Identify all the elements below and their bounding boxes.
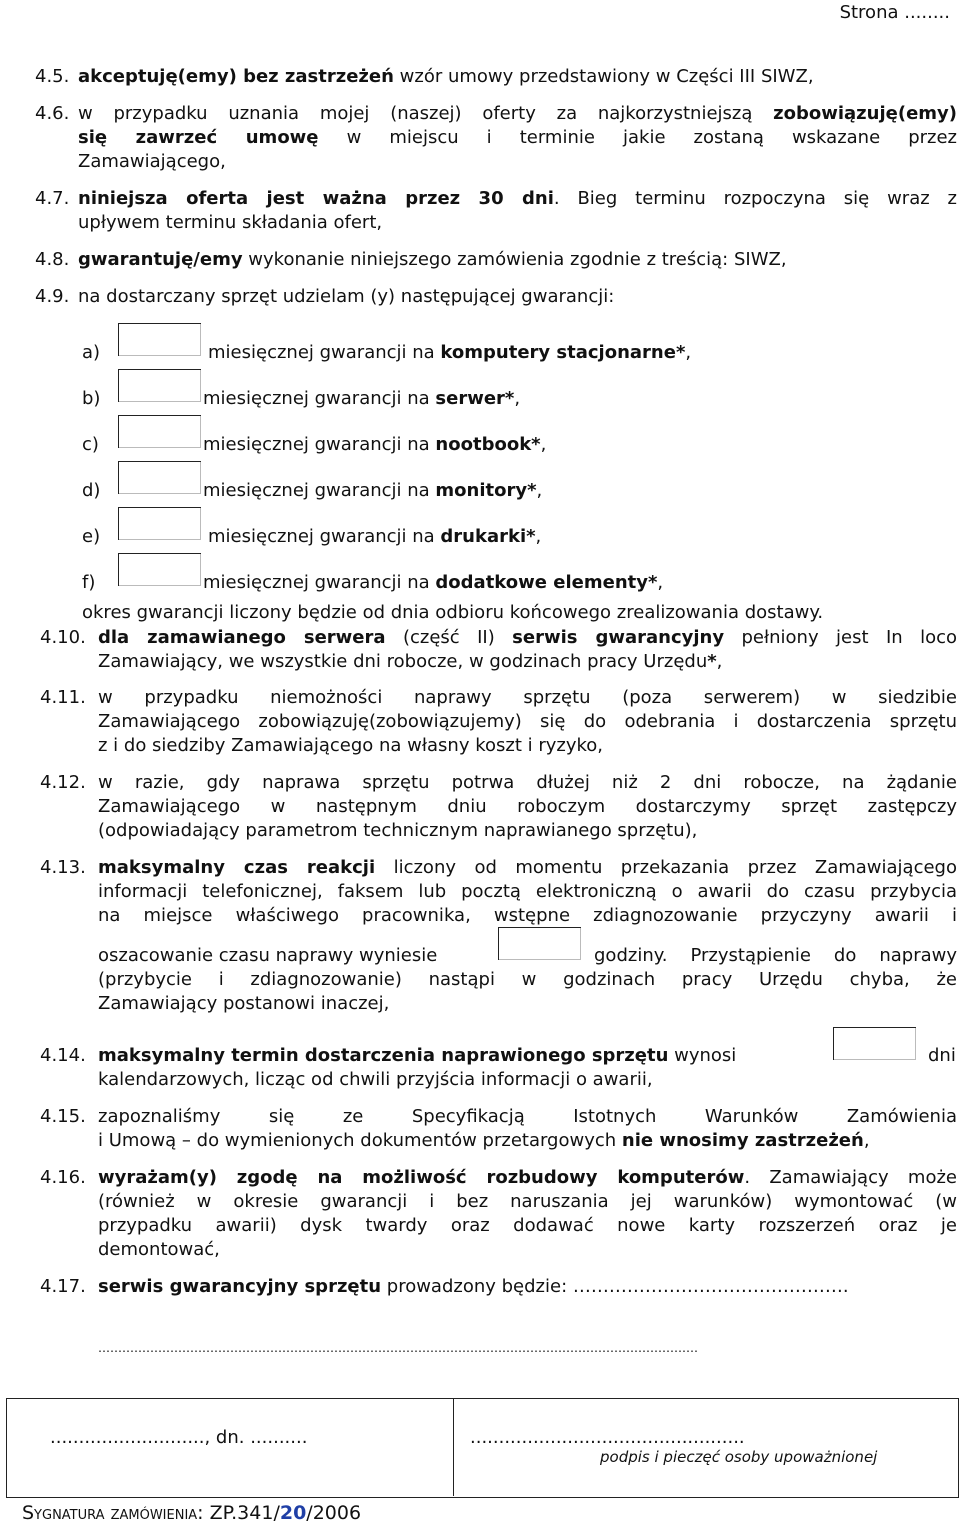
- bold-text: niniejsza oferta jest ważna przez 30 dni: [78, 188, 554, 209]
- bold-text: serwer*: [435, 388, 515, 409]
- item-4-14-line1: [98, 1045, 736, 1067]
- item-4-10-line2: [98, 651, 722, 673]
- item-number: 4.15.: [40, 1106, 86, 1127]
- bold-text: akceptuję(emy) bez zastrzeżeń: [78, 66, 394, 87]
- warranty-text-c: [203, 434, 546, 455]
- text: wynosi: [668, 1045, 737, 1066]
- text: ,: [540, 434, 547, 455]
- item-number: 4.7.: [35, 188, 70, 209]
- warranty-months-input-e[interactable]: [118, 507, 201, 540]
- bold-text: drukarki*: [440, 526, 536, 547]
- text: miesięcznej gwarancji na: [203, 434, 436, 455]
- warranty-months-input-b[interactable]: [118, 369, 201, 402]
- item-number: 4.8.: [35, 249, 70, 270]
- text: w przypadku uznania mojej (naszej) oferty za najkorzystniejszą: [78, 103, 774, 124]
- item-4-5: [78, 66, 814, 88]
- bold-text: nie wnosimy zastrzeżeń: [621, 1130, 864, 1151]
- item-4-13-line5: (przybycie i zdiagnozowanie) nastąpi w godzinach pracy Urzędu chyba, że: [98, 969, 957, 990]
- bold-text: komputery stacjonarne*: [440, 342, 686, 363]
- text: Zamawiający, we wszystkie dni robocze, w godzinach pracy Urzędu: [98, 651, 708, 672]
- warranty-months-input-c[interactable]: [118, 415, 201, 448]
- item-4-13-line2: informacji telefonicznej, faksem lub pocztą elektroniczną o awarii do czasu przybycia: [98, 881, 957, 902]
- item-4-13-line4a: oszacowanie czasu naprawy wyniesie: [98, 945, 438, 966]
- warranty-months-input-d[interactable]: [118, 461, 201, 494]
- text: ,: [863, 1130, 870, 1151]
- item-4-13-line3: na miejsce właściwego pracownika, wstępne zdiagnozowanie przyczyny awarii i: [98, 905, 957, 926]
- reaction-time-input[interactable]: [498, 927, 581, 960]
- item-4-7-line2: upływem terminu składania ofert,: [78, 212, 383, 233]
- item-4-13-line4b: godziny. Przystąpienie do naprawy: [594, 945, 957, 966]
- item-4-11-line1: w przypadku niemożności naprawy sprzętu (poza serwerem) w siedzibie: [98, 687, 957, 708]
- warranty-letter-f: f): [82, 572, 96, 593]
- bold-text: serwis gwarancyjny: [512, 627, 725, 648]
- warranty-text-a: [208, 342, 691, 363]
- text: /2006: [306, 1502, 362, 1524]
- item-4-6-line1: [78, 103, 957, 125]
- page-number-label: Strona ........: [839, 2, 950, 23]
- text: ,: [536, 480, 543, 501]
- text: prowadzony będzie: ……………………………………….: [381, 1276, 849, 1297]
- warranty-text-f: [203, 572, 663, 593]
- text: miesięcznej gwarancji na: [203, 572, 436, 593]
- item-4-15-line1: zapoznaliśmy się ze Specyfikacją Istotnych Warunków Zamówienia: [98, 1106, 957, 1127]
- bold-text: *: [707, 651, 717, 672]
- warranty-note: okres gwarancji liczony będzie od dnia odbioru końcowego zrealizowania dostawy.: [82, 602, 824, 623]
- warranty-text-b: [203, 388, 520, 409]
- warranty-text-e: [208, 526, 541, 547]
- text: (część II): [385, 627, 513, 648]
- bold-text: serwis gwarancyjny sprzętu: [98, 1276, 382, 1297]
- text: miesięcznej gwarancji na: [203, 388, 436, 409]
- item-4-13-line1: [98, 857, 957, 879]
- item-number: 4.5.: [35, 66, 70, 87]
- warranty-letter-c: c): [82, 434, 99, 455]
- item-4-8: [78, 249, 787, 271]
- bold-text: gwarantuję/emy: [78, 249, 243, 270]
- text: Sygnatura zamówienia: ZP.341/: [22, 1502, 280, 1524]
- text: liczony od momentu przekazania przez Zamawiającego: [375, 857, 957, 878]
- text: . Zamawiający może: [744, 1167, 957, 1188]
- warranty-months-input-f[interactable]: [118, 553, 201, 586]
- item-4-17-line1: [98, 1276, 957, 1298]
- bold-text: dodatkowe elementy*: [435, 572, 658, 593]
- delivery-days-input[interactable]: [833, 1027, 916, 1060]
- item-4-12-line3: (odpowiadający parametrom technicznym naprawianego sprzętu),: [98, 820, 698, 841]
- item-4-11-line3: z i do siedziby Zamawiającego na własny koszt i ryzyko,: [98, 735, 604, 756]
- item-number: 4.16.: [40, 1167, 86, 1188]
- warranty-letter-e: e): [82, 526, 101, 547]
- item-number: 4.13.: [40, 857, 86, 878]
- item-4-7-line1: [78, 188, 957, 210]
- item-4-11-line2: Zamawiającego zobowiązuję(zobowiązujemy) się do odebrania i dostarczenia sprzętu: [98, 711, 957, 732]
- item-number: 4.17.: [40, 1276, 86, 1297]
- bold-text: maksymalny termin dostarczenia naprawionego sprzętu: [98, 1045, 669, 1066]
- signature-divider: [453, 1398, 454, 1496]
- text: i Umową – do wymienionych dokumentów przetargowych: [98, 1130, 622, 1151]
- item-4-13-line6: Zamawiający postanowi inaczej,: [98, 993, 390, 1014]
- text: miesięcznej gwarancji na: [208, 342, 441, 363]
- item-4-14-days: dni: [928, 1045, 956, 1066]
- bold-text: 20: [279, 1502, 307, 1524]
- item-4-6-line2: [78, 127, 957, 149]
- text: pełniony jest In loco: [724, 627, 958, 648]
- item-4-9: na dostarczany sprzęt udzielam (y) następującej gwarancji:: [78, 286, 615, 307]
- text: w miejscu i terminie jakie zostaną wskazane przez: [318, 127, 957, 148]
- text: wykonanie niniejszego zamówienia zgodnie z treścią: SIWZ,: [242, 249, 787, 270]
- signature-dots[interactable]: ................................................: [470, 1427, 745, 1448]
- item-number: 4.10.: [40, 627, 86, 648]
- warranty-months-input-a[interactable]: [118, 323, 201, 356]
- item-4-14-line2: kalendarzowych, licząc od chwili przyjścia informacji o awarii,: [98, 1069, 653, 1090]
- text: . Bieg terminu rozpoczyna się wraz z: [553, 188, 957, 209]
- item-number: 4.12.: [40, 772, 86, 793]
- text: ,: [657, 572, 664, 593]
- item-4-12-line2: Zamawiającego w następnym dniu roboczym dostarczymy sprzęt zastępczy: [98, 796, 957, 817]
- order-signature: [22, 1502, 361, 1524]
- bold-text: nootbook*: [435, 434, 541, 455]
- text: ,: [514, 388, 521, 409]
- item-number: 4.14.: [40, 1045, 86, 1066]
- bold-text: wyrażam(y) zgodę na możliwość rozbudowy komputerów: [98, 1167, 745, 1188]
- item-number: 4.9.: [35, 286, 70, 307]
- bold-text: zobowiązuję(emy): [773, 103, 957, 124]
- item-4-10-line1: [98, 627, 957, 649]
- warranty-letter-a: a): [82, 342, 101, 363]
- item-4-12-line1: w razie, gdy naprawa sprzętu potrwa dłużej niż 2 dni robocze, na żądanie: [98, 772, 957, 793]
- warranty-text-d: [203, 480, 542, 501]
- warranty-letter-b: b): [82, 388, 101, 409]
- bold-text: maksymalny czas reakcji: [98, 857, 376, 878]
- text: ,: [685, 342, 692, 363]
- item-4-17-line2: ……………………………………………………………………………………………………………………………………: [98, 1341, 698, 1355]
- bold-text: dla zamawianego serwera: [98, 627, 386, 648]
- place-date-field[interactable]: ..........................., dn. ..........: [50, 1427, 308, 1448]
- text: miesięcznej gwarancji na: [208, 526, 441, 547]
- item-4-16-line1: [98, 1167, 957, 1189]
- bold-text: monitory*: [435, 480, 537, 501]
- item-4-16-line2: (również w okresie gwarancji i bez naruszania jej warunków) wymontować (w: [98, 1191, 957, 1212]
- signature-caption: podpis i pieczęć osoby upoważnionej: [600, 1448, 878, 1466]
- item-4-15-line2: [98, 1130, 870, 1152]
- text: ,: [535, 526, 542, 547]
- text: miesięcznej gwarancji na: [203, 480, 436, 501]
- text: wzór umowy przedstawiony w Części III SIWZ,: [393, 66, 814, 87]
- bold-text: się zawrzeć umowę: [78, 127, 319, 148]
- item-4-6-line3: Zamawiającego,: [78, 151, 226, 172]
- item-number: 4.11.: [40, 687, 86, 708]
- item-4-16-line3: przypadku awarii) dysk twardy oraz dodawać nowe karty rozszerzeń oraz je: [98, 1215, 957, 1236]
- text: ,: [716, 651, 723, 672]
- item-4-16-line4: demontować,: [98, 1239, 220, 1260]
- warranty-letter-d: d): [82, 480, 101, 501]
- item-number: 4.6.: [35, 103, 70, 124]
